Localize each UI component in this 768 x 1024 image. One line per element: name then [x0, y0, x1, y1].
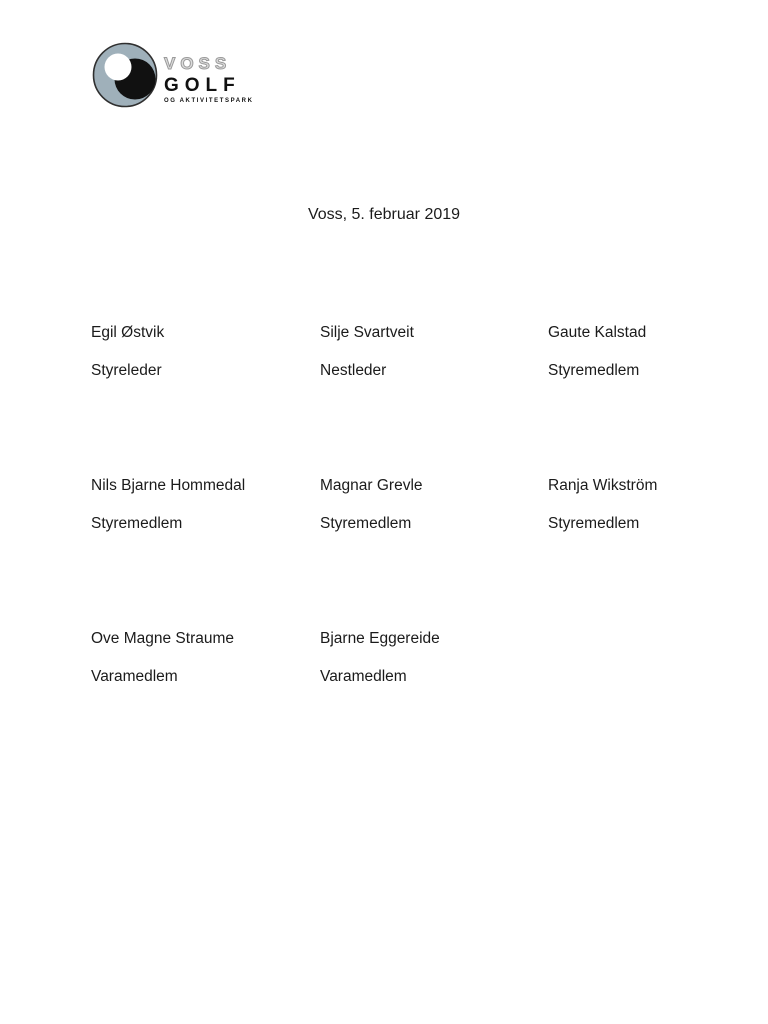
person-cell-egil-ostvik	[91, 323, 320, 381]
board-members-grid	[91, 323, 711, 687]
person-name: Egil Østvik	[91, 324, 165, 341]
logo-wordmark	[164, 42, 254, 104]
person-cell-nils-bjarne-hommedal	[91, 476, 320, 534]
person-cell-bjarne-eggereide	[320, 629, 548, 687]
golf-ball-icon	[92, 42, 158, 108]
person-name: Ove Magne Straume	[91, 630, 235, 647]
logo-golf-text: GOLF	[164, 75, 241, 96]
person-cell-magnar-grevle	[320, 476, 548, 534]
person-cell-ranja-wikstrom	[548, 476, 711, 534]
person-role: Styremedlem	[548, 515, 640, 532]
person-role: Nestleder	[320, 362, 387, 379]
person-role: Styreleder	[91, 362, 162, 379]
date-line: Voss, 5. februar 2019	[307, 206, 461, 223]
person-name: Silje Svartveit	[320, 324, 414, 341]
person-role: Styremedlem	[320, 515, 412, 532]
person-role: Styremedlem	[91, 515, 183, 532]
person-role: Styremedlem	[548, 362, 640, 379]
person-name: Nils Bjarne Hommedal	[91, 477, 246, 494]
voss-golf-logo	[92, 42, 254, 108]
person-role: Varamedlem	[320, 668, 407, 685]
logo-voss-text: VOSS	[164, 54, 232, 73]
person-cell-ove-magne-straume	[91, 629, 320, 687]
person-cell-silje-svartveit	[320, 323, 548, 381]
person-name: Bjarne Eggereide	[320, 630, 440, 647]
person-name: Ranja Wikström	[548, 477, 658, 494]
person-role: Varamedlem	[91, 668, 178, 685]
logo-subtitle-text: OG AKTIVITETSPARK	[164, 98, 254, 104]
person-name: Magnar Grevle	[320, 477, 423, 494]
person-name: Gaute Kalstad	[548, 324, 647, 341]
person-cell-gaute-kalstad	[548, 323, 711, 381]
